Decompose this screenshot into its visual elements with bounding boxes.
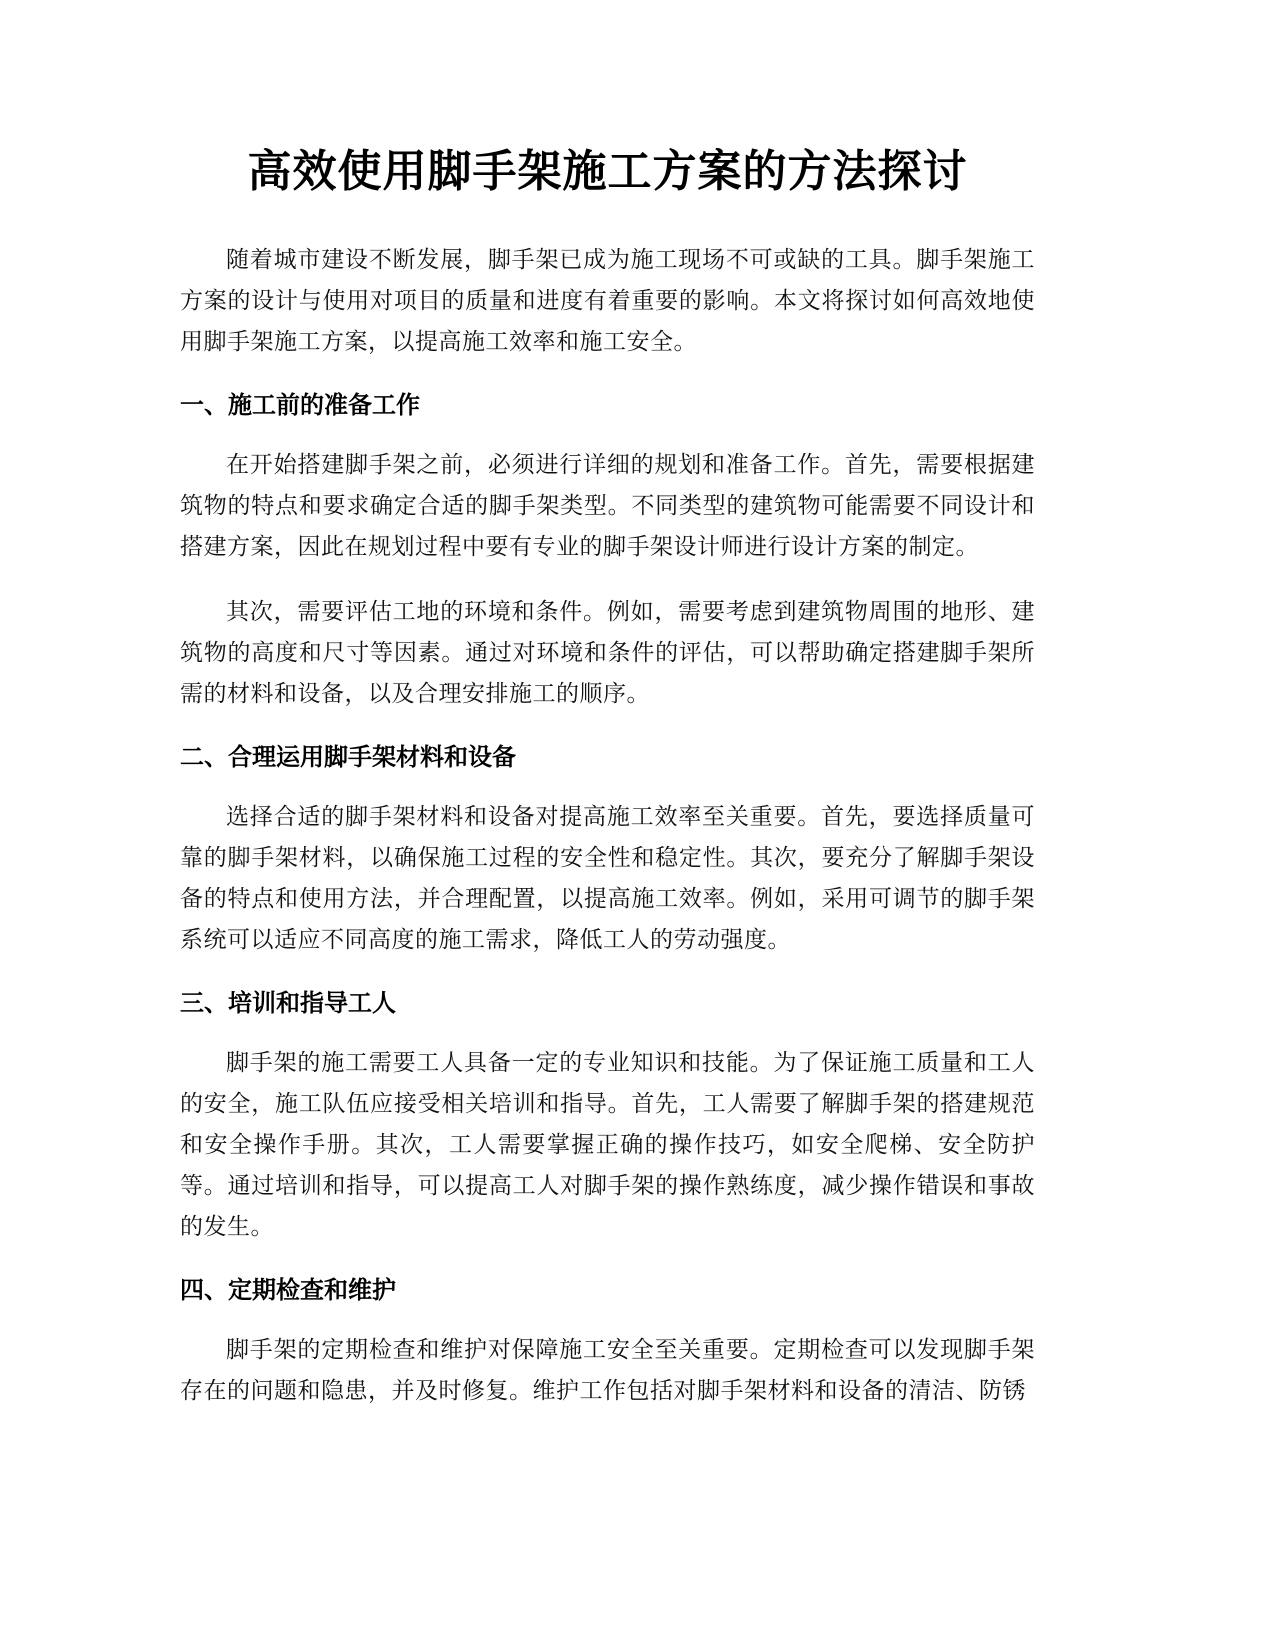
document-title: 高效使用脚手架施工方案的方法探讨	[247, 146, 968, 197]
paragraph-training-1: 脚手架的施工需要工人具备一定的专业知识和技能。为了保证施工质量和工人的安全，施工队伍应接受相关培训和指导。首先，工人需要了解脚手架的搭建规范和安全操作手册。其次，工人需要掌握正确的操作技巧，如安全爬梯、安全防护等。通过培训和指导，可以提高工人对脚手架的操作熟练度，减少操作错误和事故的发生。	[180, 1050, 1035, 1240]
section-heading-inspection: 四、定期检查和维护	[180, 1276, 396, 1304]
paragraph-materials-1: 选择合适的脚手架材料和设备对提高施工效率至关重要。首先，要选择质量可靠的脚手架材料，以确保施工过程的安全性和稳定性。其次，要充分了解脚手架设备的特点和使用方法，并合理配置，以提高施工效率。例如，采用可调节的脚手架系统可以适应不同高度的施工需求，降低工人的劳动强度。	[180, 804, 1035, 953]
section-heading-materials: 二、合理运用脚手架材料和设备	[180, 743, 516, 771]
paragraph-inspection-1: 脚手架的定期检查和维护对保障施工安全至关重要。定期检查可以发现脚手架存在的问题和隐患，并及时修复。维护工作包括对脚手架材料和设备的清洁、防锈	[180, 1337, 1035, 1404]
document-page	[180, 140, 1035, 1436]
section-heading-preparation: 一、施工前的准备工作	[180, 391, 420, 419]
paragraph-preparation-2: 其次，需要评估工地的环境和条件。例如，需要考虑到建筑物周围的地形、建筑物的高度和尺寸等因素。通过对环境和条件的评估，可以帮助确定搭建脚手架所需的材料和设备，以及合理安排施工的顺序。	[180, 599, 1035, 707]
paragraph-preparation-1: 在开始搭建脚手架之前，必须进行详细的规划和准备工作。首先，需要根据建筑物的特点和要求确定合适的脚手架类型。不同类型的建筑物可能需要不同设计和搭建方案，因此在规划过程中要有专业的脚手架设计师进行设计方案的制定。	[180, 452, 1035, 560]
section-heading-training: 三、培训和指导工人	[180, 989, 396, 1017]
intro-paragraph: 随着城市建设不断发展，脚手架已成为施工现场不可或缺的工具。脚手架施工方案的设计与使用对项目的质量和进度有着重要的影响。本文将探讨如何高效地使用脚手架施工方案，以提高施工效率和施工安全。	[180, 247, 1035, 355]
